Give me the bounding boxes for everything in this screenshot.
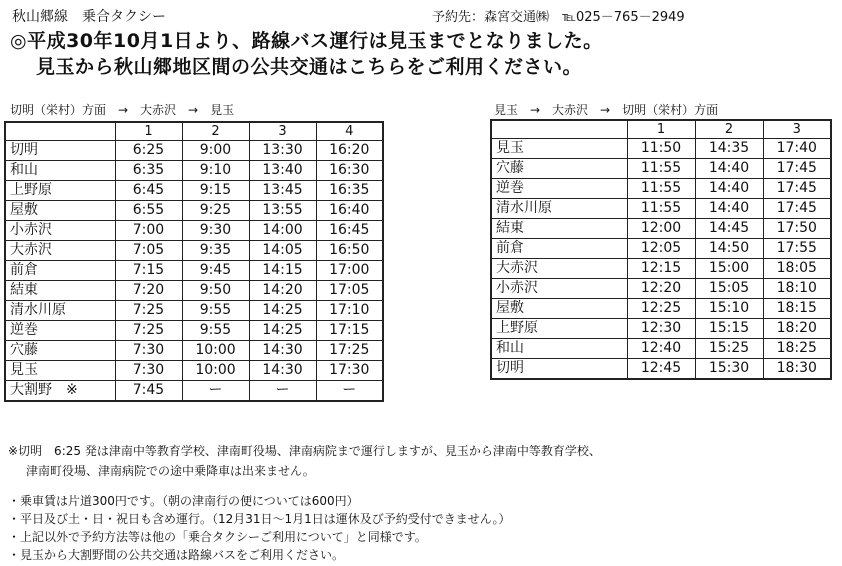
departure-time: 17:55: [763, 239, 831, 259]
left-route-label: 切明（栄村）方面 → 大赤沢 → 見玉: [10, 103, 235, 117]
table-row: [5, 181, 383, 201]
departure-time: ー: [182, 381, 249, 402]
stop-name: 大割野 ※: [5, 381, 115, 402]
departure-time: 12:00: [627, 219, 695, 239]
departure-time: 7:05: [115, 241, 182, 261]
table-row: [491, 159, 831, 179]
departure-time: 7:20: [115, 281, 182, 301]
departure-time: 17:05: [316, 281, 383, 301]
departure-time: 17:00: [316, 261, 383, 281]
header-row: [491, 120, 831, 139]
departure-time: ー: [249, 381, 316, 402]
departure-time: 11:55: [627, 159, 695, 179]
departure-time: 16:30: [316, 161, 383, 181]
table-row: [491, 259, 831, 279]
departure-time: 12:40: [627, 339, 695, 359]
stop-name: 小赤沢: [5, 221, 115, 241]
table-row: [5, 221, 383, 241]
departure-time: 9:50: [182, 281, 249, 301]
departure-time: 11:55: [627, 179, 695, 199]
table-row: [5, 361, 383, 381]
departure-time: 17:45: [763, 199, 831, 219]
footnote-line-1: ※切明 6:25 発は津南中等教育学校、津南町役場、津南病院まで運行しますが、見玉から津南中等教育学校、: [8, 444, 601, 458]
departure-time: 18:30: [763, 359, 831, 380]
departure-time: 7:15: [115, 261, 182, 281]
departure-time: 18:25: [763, 339, 831, 359]
table-row: [5, 321, 383, 341]
departure-time: 6:35: [115, 161, 182, 181]
departure-time: 9:45: [182, 261, 249, 281]
table-row: [5, 301, 383, 321]
reservation-contact: 予約先：森宮交通㈱ ℡025－765－2949: [432, 10, 685, 25]
departure-time: 14:50: [695, 239, 763, 259]
departure-time: 6:55: [115, 201, 182, 221]
departure-time: 12:20: [627, 279, 695, 299]
trip-number-header: 3: [249, 122, 316, 141]
departure-time: 12:05: [627, 239, 695, 259]
timetable-outbound: [4, 121, 384, 402]
table-row: [491, 339, 831, 359]
departure-time: 13:55: [249, 201, 316, 221]
stop-name: 上野原: [491, 319, 627, 339]
table-row: [5, 241, 383, 261]
departure-time: 14:40: [695, 159, 763, 179]
stop-name: 前倉: [5, 261, 115, 281]
departure-time: 9:00: [182, 141, 249, 161]
departure-time: 14:25: [249, 301, 316, 321]
departure-time: 9:30: [182, 221, 249, 241]
stop-name: 逆巻: [5, 321, 115, 341]
departure-time: 14:00: [249, 221, 316, 241]
header-blank-cell: [491, 120, 627, 139]
departure-time: 18:15: [763, 299, 831, 319]
table-row: [491, 219, 831, 239]
table-row: [5, 261, 383, 281]
stop-name: 見玉: [491, 139, 627, 159]
departure-time: 12:15: [627, 259, 695, 279]
departure-time: 15:05: [695, 279, 763, 299]
departure-time: 14:30: [249, 341, 316, 361]
departure-time: 14:15: [249, 261, 316, 281]
note-reservation: ・上記以外で予約方法等は他の「乗合タクシーご利用について」と同様です。: [8, 530, 427, 544]
departure-time: 17:25: [316, 341, 383, 361]
departure-time: 18:10: [763, 279, 831, 299]
trip-number-header: 1: [115, 122, 182, 141]
table-row: [5, 341, 383, 361]
departure-time: 7:45: [115, 381, 182, 402]
departure-time: 16:20: [316, 141, 383, 161]
table-row: [491, 199, 831, 219]
stop-name: 逆巻: [491, 179, 627, 199]
departure-time: 15:30: [695, 359, 763, 380]
table-row: [491, 359, 831, 380]
departure-time: 7:25: [115, 301, 182, 321]
stop-name: 和山: [491, 339, 627, 359]
table-row: [5, 161, 383, 181]
departure-time: 14:40: [695, 199, 763, 219]
departure-time: 16:40: [316, 201, 383, 221]
departure-time: 17:40: [763, 139, 831, 159]
trip-number-header: 2: [182, 122, 249, 141]
departure-time: 6:25: [115, 141, 182, 161]
stop-name: 和山: [5, 161, 115, 181]
table-row: [5, 281, 383, 301]
departure-time: 16:45: [316, 221, 383, 241]
departure-time: 14:05: [249, 241, 316, 261]
trip-number-header: 3: [763, 120, 831, 139]
departure-time: 14:35: [695, 139, 763, 159]
departure-time: 12:30: [627, 319, 695, 339]
table-row: [491, 139, 831, 159]
notice-line-1: ◎平成30年10月1日より、路線バス運行は見玉までとなりました。: [10, 30, 603, 52]
departure-time: 7:30: [115, 341, 182, 361]
stop-name: 屋敷: [5, 201, 115, 221]
departure-time: 14:30: [249, 361, 316, 381]
departure-time: 14:45: [695, 219, 763, 239]
trip-number-header: 2: [695, 120, 763, 139]
departure-time: 16:50: [316, 241, 383, 261]
departure-time: 15:15: [695, 319, 763, 339]
table-row: [5, 201, 383, 221]
departure-time: 12:25: [627, 299, 695, 319]
stop-name: 大赤沢: [5, 241, 115, 261]
header-row: [5, 122, 383, 141]
stop-name: 結東: [491, 219, 627, 239]
page-title: 秋山郷線 乗合タクシー: [12, 9, 166, 25]
stop-name: 大赤沢: [491, 259, 627, 279]
table-row: [491, 299, 831, 319]
departure-time: ー: [316, 381, 383, 402]
departure-time: 17:10: [316, 301, 383, 321]
departure-time: 7:25: [115, 321, 182, 341]
departure-time: 16:35: [316, 181, 383, 201]
departure-time: 17:30: [316, 361, 383, 381]
table-row: [491, 239, 831, 259]
stop-name: 小赤沢: [491, 279, 627, 299]
footnote-line-2: 津南町役場、津南病院での途中乗降車は出来ません。: [26, 464, 315, 478]
stop-name: 切明: [491, 359, 627, 380]
stop-name: 清水川原: [5, 301, 115, 321]
stop-name: 屋敷: [491, 299, 627, 319]
departure-time: 9:35: [182, 241, 249, 261]
departure-time: 15:00: [695, 259, 763, 279]
departure-time: 15:25: [695, 339, 763, 359]
departure-time: 9:55: [182, 301, 249, 321]
note-route-bus: ・見玉から大割野間の公共交通は路線バスをご利用ください。: [8, 548, 345, 562]
note-operation-days: ・平日及び土・日・祝日も含め運行。（12月31日～1月1日は運休及び予約受付できません。）: [8, 512, 511, 526]
departure-time: 7:30: [115, 361, 182, 381]
right-route-label: 見玉 → 大赤沢 → 切明（栄村）方面: [494, 103, 719, 117]
departure-time: 12:45: [627, 359, 695, 380]
stop-name: 清水川原: [491, 199, 627, 219]
departure-time: 6:45: [115, 181, 182, 201]
table-row: [491, 319, 831, 339]
stop-name: 結東: [5, 281, 115, 301]
departure-time: 15:10: [695, 299, 763, 319]
table-row: [491, 279, 831, 299]
departure-time: 9:15: [182, 181, 249, 201]
departure-time: 13:40: [249, 161, 316, 181]
departure-time: 17:45: [763, 159, 831, 179]
notice-line-2: 見玉から秋山郷地区間の公共交通はこちらをご利用ください。: [36, 56, 583, 78]
table-row: [5, 381, 383, 402]
trip-number-header: 4: [316, 122, 383, 141]
table-row: [5, 141, 383, 161]
departure-time: 9:55: [182, 321, 249, 341]
stop-name: 穴藤: [491, 159, 627, 179]
departure-time: 17:15: [316, 321, 383, 341]
stop-name: 前倉: [491, 239, 627, 259]
timetable-inbound: [490, 119, 832, 380]
table-row: [491, 179, 831, 199]
departure-time: 18:05: [763, 259, 831, 279]
departure-time: 17:45: [763, 179, 831, 199]
departure-time: 9:25: [182, 201, 249, 221]
departure-time: 11:55: [627, 199, 695, 219]
departure-time: 18:20: [763, 319, 831, 339]
trip-number-header: 1: [627, 120, 695, 139]
departure-time: 13:30: [249, 141, 316, 161]
stop-name: 上野原: [5, 181, 115, 201]
header-blank-cell: [5, 122, 115, 141]
stop-name: 穴藤: [5, 341, 115, 361]
departure-time: 10:00: [182, 341, 249, 361]
departure-time: 7:00: [115, 221, 182, 241]
note-fare: ・乗車賃は片道300円です。（朝の津南行の便については600円）: [8, 494, 359, 508]
departure-time: 10:00: [182, 361, 249, 381]
departure-time: 17:50: [763, 219, 831, 239]
departure-time: 14:25: [249, 321, 316, 341]
departure-time: 14:40: [695, 179, 763, 199]
stop-name: 見玉: [5, 361, 115, 381]
departure-time: 11:50: [627, 139, 695, 159]
departure-time: 14:20: [249, 281, 316, 301]
departure-time: 9:10: [182, 161, 249, 181]
stop-name: 切明: [5, 141, 115, 161]
departure-time: 13:45: [249, 181, 316, 201]
